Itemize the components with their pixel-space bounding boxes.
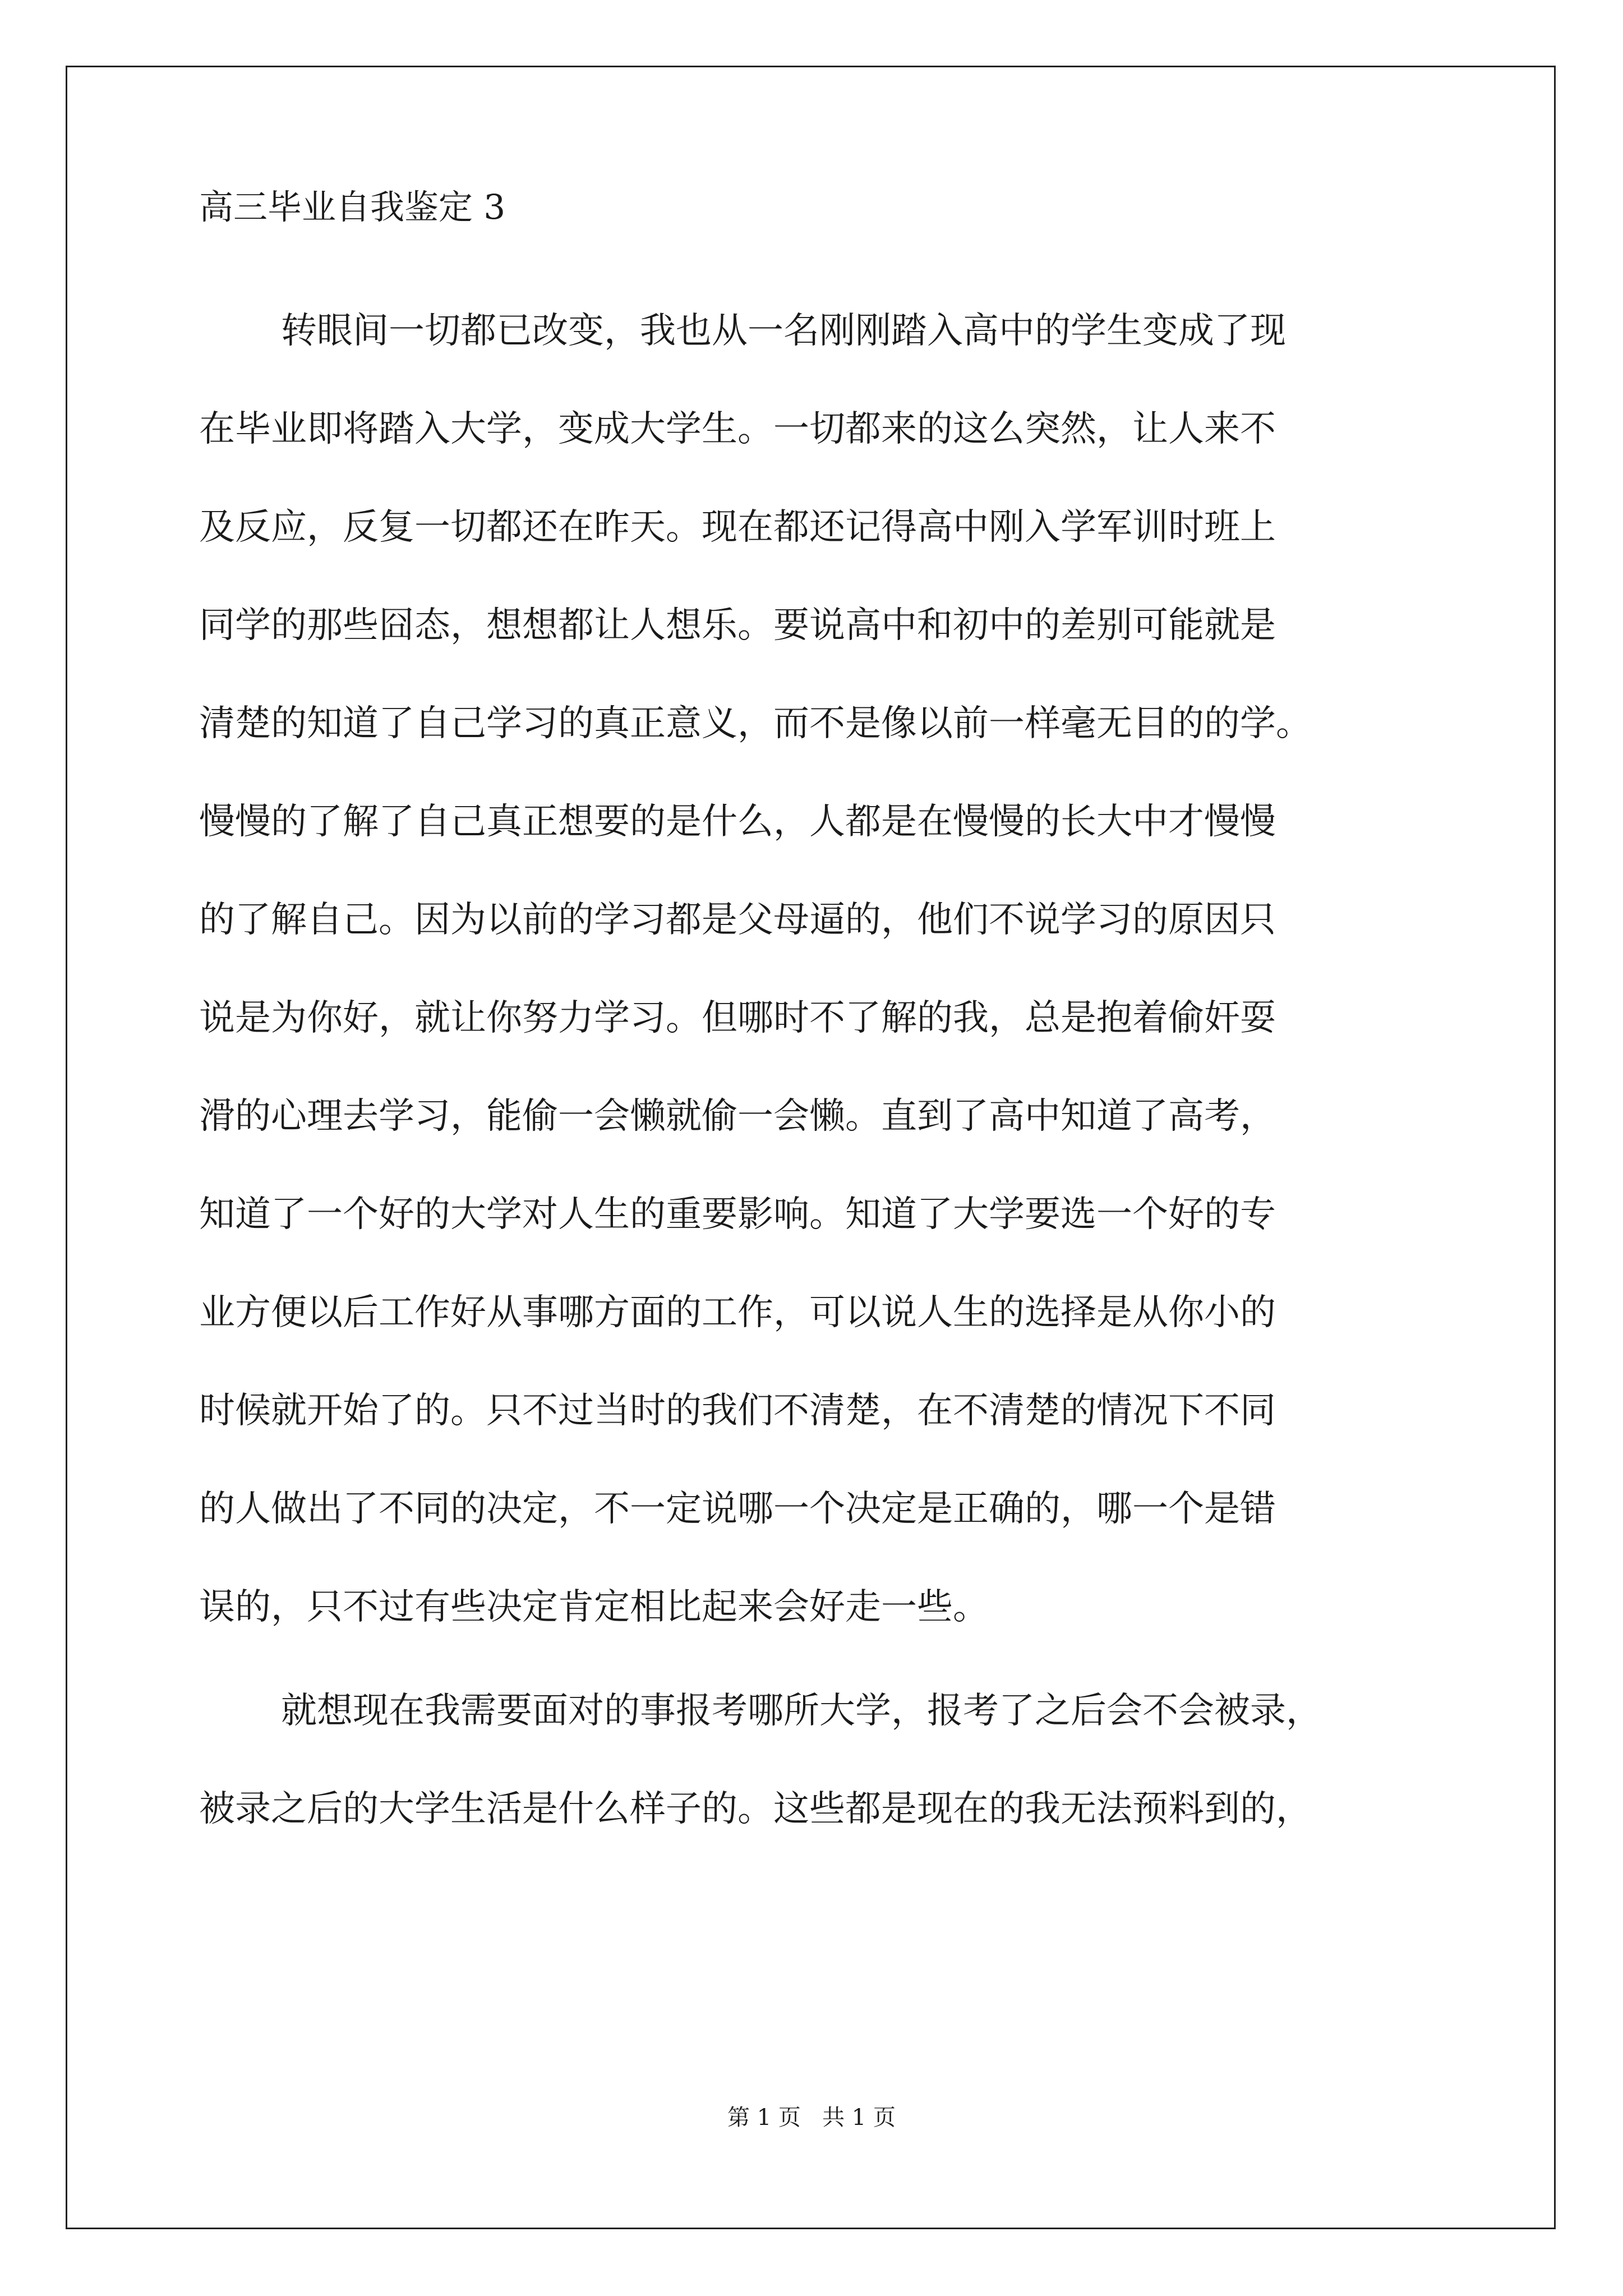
text-line: 同学的那些囧态，想想都让人想乐。要说高中和初中的差别可能就是 xyxy=(199,605,1276,646)
text-line: 滑的心理去学习，能偷一会懒就偷一会懒。直到了高中知道了高考， xyxy=(199,1096,1276,1137)
text-line: 知道了一个好的大学对人生的重要影响。知道了大学要选一个好的专 xyxy=(199,1194,1276,1235)
text-line: 清楚的知道了自己学习的真正意义，而不是像以前一样毫无目的的学。 xyxy=(199,703,1312,744)
text-line: 时候就开始了的。只不过当时的我们不清楚，在不清楚的情况下不同 xyxy=(199,1390,1276,1432)
text-line: 慢慢的了解了自己真正想要的是什么，人都是在慢慢的长大中才慢慢 xyxy=(199,801,1276,843)
text-line: 被录之后的大学生活是什么样子的。这些都是现在的我无法预料到的， xyxy=(199,1788,1312,1830)
text-line: 及反应，反复一切都还在昨天。现在都还记得高中刚入学军训时班上 xyxy=(199,507,1276,548)
text-line: 误的，只不过有些决定肯定相比起来会好走一些。 xyxy=(199,1586,989,1628)
paragraph-1 xyxy=(199,282,1453,1657)
document-body xyxy=(199,185,1453,1858)
text-line: 的了解自己。因为以前的学习都是父母逼的，他们不说学习的原因只 xyxy=(199,899,1276,941)
text-line: 业方便以后工作好从事哪方面的工作，可以说人生的选择是从你小的 xyxy=(199,1292,1276,1333)
page-footer: 第 1 页 共 1 页 xyxy=(727,2105,896,2131)
document-title: 高三毕业自我鉴定 3 xyxy=(199,187,506,227)
text-line: 就想现在我需要面对的事报考哪所大学，报考了之后会不会被录， xyxy=(281,1690,1322,1732)
text-line: 说是为你好，就让你努力学习。但哪时不了解的我，总是抱着偷奸耍 xyxy=(199,997,1276,1039)
text-line: 转眼间一切都已改变，我也从一名刚刚踏入高中的学生变成了现 xyxy=(281,310,1286,352)
paragraph-2 xyxy=(199,1662,1453,1858)
text-line: 的人做出了不同的决定，不一定说哪一个决定是正确的，哪一个是错 xyxy=(199,1488,1276,1530)
text-line: 在毕业即将踏入大学，变成大学生。一切都来的这么突然，让人来不 xyxy=(199,408,1276,450)
